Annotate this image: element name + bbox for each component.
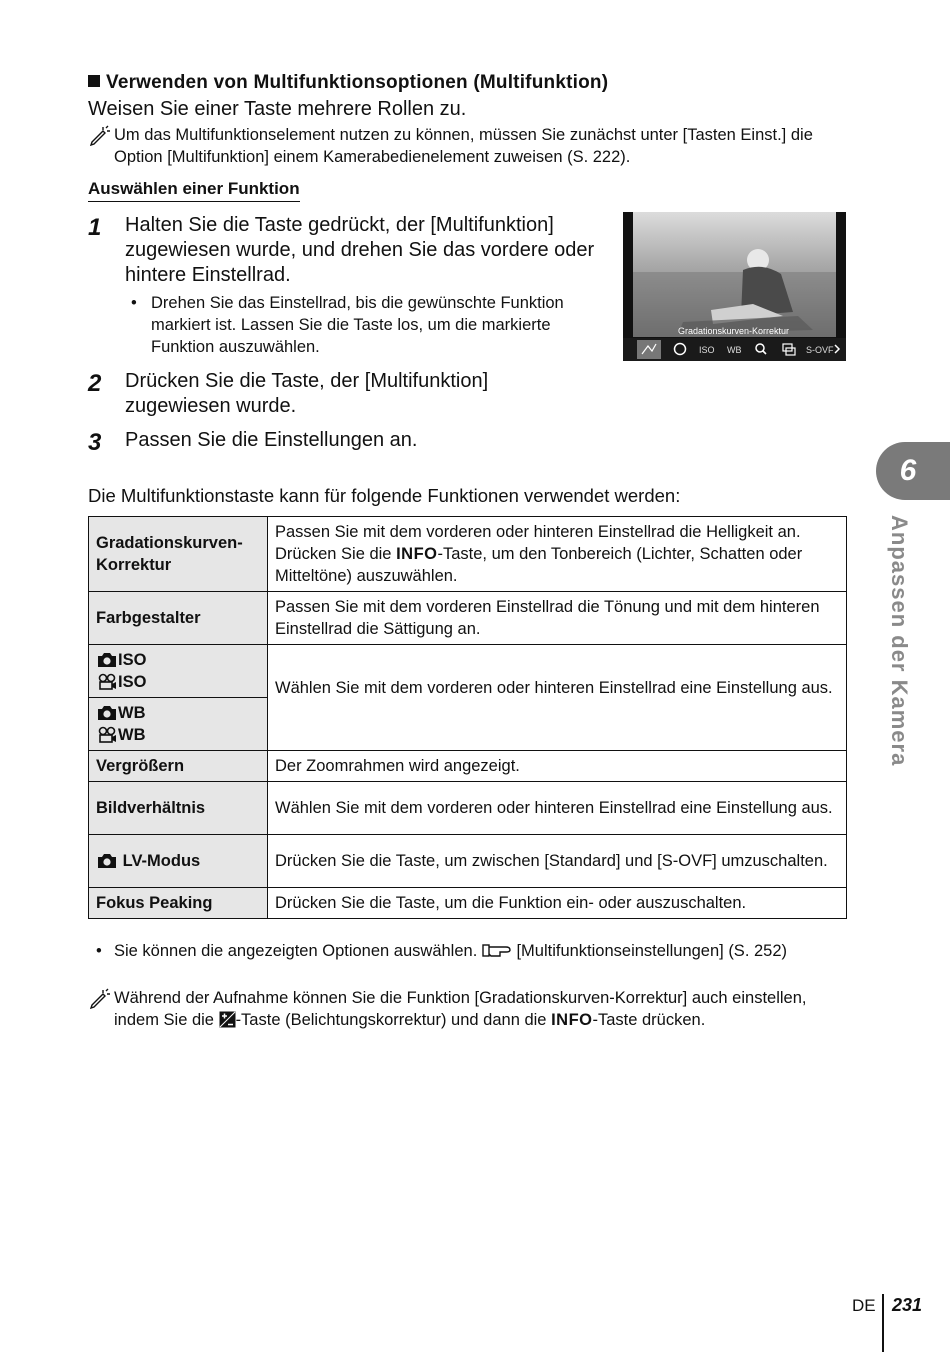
reference-hand-icon	[482, 942, 512, 958]
row-description: Wählen Sie mit dem vorderen oder hinteren Einstellrad eine Einstellung aus.	[268, 645, 847, 751]
row-label: Gradationskurven-Korrektur	[89, 517, 268, 592]
movie-wb-label: WB	[96, 724, 260, 746]
square-bullet-icon	[88, 75, 100, 87]
photo-wb-label: WB	[96, 702, 260, 724]
footer-language: DE	[852, 1296, 876, 1315]
tip-note: Während der Aufnahme können Sie die Funktion [Gradationskurven-Korrektur] auch einstellen, indem Sie die -Taste (Belichtungskorrektur) und dann die INFO-Taste drücken.	[88, 987, 823, 1031]
row-description: Drücken Sie die Taste, um die Funktion ein- oder auszuschalten.	[268, 888, 847, 919]
row-label: Farbgestalter	[89, 592, 268, 645]
row-description: Drücken Sie die Taste, um zwischen [Standard] und [S-OVF] umzuschalten.	[268, 835, 847, 888]
screen-label: Gradationskurven-Korrektur	[678, 326, 790, 336]
table-row	[89, 782, 847, 835]
bullet-dot: •	[96, 942, 102, 960]
step-bullet: • Drehen Sie das Einstellrad, bis die gewünschte Funktion markiert ist. Lassen Sie die Taste los, um die markierte Funktion auszuwählen.	[131, 294, 564, 356]
row-description: Wählen Sie mit dem vorderen oder hinteren Einstellrad eine Einstellung aus.	[268, 782, 847, 835]
row-label: Fokus Peaking	[89, 888, 268, 919]
movie-camera-icon	[96, 673, 118, 690]
chapter-tab: 6	[876, 442, 950, 500]
note-bullet: • Sie können die angezeigten Optionen auswählen. [Multifunktionseinstellungen] (S. 252)	[96, 942, 788, 960]
camera-icon	[96, 704, 118, 721]
row-description: Passen Sie mit dem vorderen oder hinteren Einstellrad die Helligkeit an. Drücken Sie die INFO-Taste, um den Tonbereich (Lichter, Schatten oder Mitteltöne) auszuwählen.	[268, 517, 847, 592]
row-label	[89, 645, 268, 698]
info-button-icon: INFO	[551, 1011, 593, 1029]
row-label	[89, 698, 268, 751]
chapter-title: Anpassen der Kamera	[887, 515, 912, 767]
page-number: 231	[892, 1295, 923, 1315]
section-intro: Weisen Sie einer Taste mehrere Rollen zu.	[88, 98, 467, 120]
table-intro: Die Multifunktionstaste kann für folgende Funktionen verwendet werden:	[88, 485, 681, 506]
footer-divider	[882, 1294, 884, 1352]
table-row	[89, 751, 847, 782]
table-row	[89, 592, 847, 645]
table-row	[89, 835, 847, 888]
table-row	[89, 888, 847, 919]
step-number: 3	[88, 429, 102, 456]
step-number: 1	[88, 214, 102, 241]
camera-icon	[96, 852, 118, 869]
row-description: Passen Sie mit dem vorderen Einstellrad die Tönung und mit dem hinteren Einstellrad die Sättigung an.	[268, 592, 847, 645]
row-description: Der Zoomrahmen wird angezeigt.	[268, 751, 847, 782]
photo-iso-label: ISO	[96, 649, 260, 671]
step-text: Drücken Sie die Taste, der [Multifunktion] zugewiesen wurde.	[125, 370, 489, 417]
camera-screen-illustration	[623, 212, 846, 361]
section-title: Verwenden von Multifunktionsoptionen (Multifunktion)	[88, 72, 608, 94]
row-label: LV-Modus	[89, 835, 268, 888]
step-text: Passen Sie die Einstellungen an.	[125, 429, 418, 451]
step-number: 2	[88, 370, 102, 397]
tip-note: Um das Multifunktionselement nutzen zu können, müssen Sie zunächst unter [Tasten Einst.] die Option [Multifunktion] einem Kamerabedienelement zuweisen (S. 222).	[88, 124, 818, 168]
info-button-icon: INFO	[396, 545, 438, 563]
function-table	[88, 516, 847, 919]
movie-camera-icon	[96, 726, 118, 743]
row-label: Bildverhältnis	[89, 782, 268, 835]
movie-iso-label: ISO	[96, 671, 260, 693]
step-text: Halten Sie die Taste gedrückt, der [Multifunktion] zugewiesen wurde, und drehen Sie das vordere oder hintere Einstellrad.	[125, 214, 595, 286]
row-label: Vergrößern	[89, 751, 268, 782]
table-row	[89, 517, 847, 592]
tip-pen-icon	[88, 987, 110, 1009]
exposure-compensation-icon	[219, 1011, 236, 1028]
screen-wb-icon: WB	[727, 345, 742, 355]
screen-iso-icon: ISO	[699, 345, 715, 355]
screen-sovf-icon: S-OVF	[806, 345, 834, 355]
subheading: Auswählen einer Funktion	[88, 179, 300, 202]
bullet-dot: •	[131, 294, 137, 312]
camera-icon	[96, 651, 118, 668]
camera-screen-image	[623, 212, 846, 361]
table-row	[89, 645, 847, 698]
tip-pen-icon	[88, 124, 110, 146]
